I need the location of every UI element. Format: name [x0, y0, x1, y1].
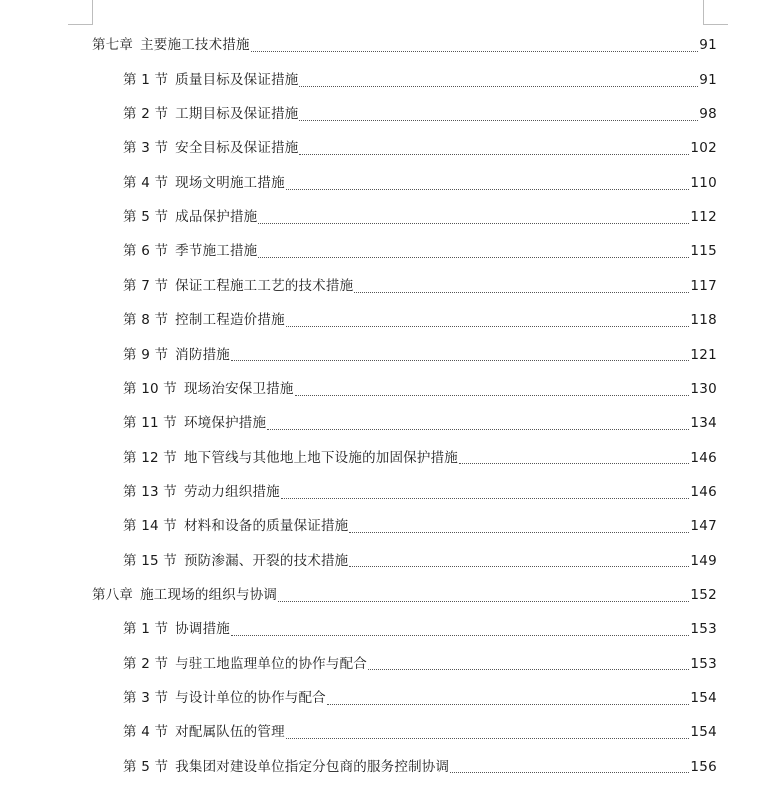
toc-entry-number: 第 1 节: [123, 71, 169, 88]
toc-entry-title: 质量目标及保证措施: [175, 71, 299, 88]
toc-entry-title: 现场治安保卫措施: [183, 380, 294, 397]
toc-entry-number: 第 9 节: [123, 346, 169, 363]
toc-entry-title: 与设计单位的协作与配合: [175, 689, 326, 706]
toc-dot-leader: [251, 50, 699, 52]
toc-entry-number: 第 6 节: [123, 243, 169, 260]
toc-entry-number: 第 12 节: [123, 449, 177, 466]
toc-page-number: 91: [699, 71, 717, 88]
toc-dot-leader: [231, 359, 689, 361]
toc-entry-label: [123, 211, 257, 225]
toc-entry-title: 保证工程施工工艺的技术措施: [175, 277, 354, 294]
toc-page-number: 154: [690, 724, 717, 741]
toc-entry-label: [123, 417, 266, 431]
toc-entry-label: [123, 483, 280, 500]
toc-entry-label: [123, 142, 298, 156]
toc-section-entry[interactable]: [0, 63, 779, 97]
toc-entry-label: [123, 174, 285, 191]
toc-page-number: 153: [690, 655, 717, 672]
toc-section-entry[interactable]: [0, 338, 779, 372]
toc-entry-label: [123, 277, 354, 294]
toc-page-number: 121: [690, 346, 717, 363]
toc-entry-title: 季节施工措施: [175, 243, 258, 260]
toc-page-number: 153: [690, 621, 717, 638]
toc-entry-number: 第 4 节: [123, 724, 169, 741]
toc-dot-leader: [258, 222, 689, 224]
toc-dot-leader: [349, 531, 689, 533]
toc-section-entry[interactable]: [0, 132, 779, 166]
toc-dot-leader: [299, 153, 689, 155]
toc-entry-label: [123, 552, 349, 569]
toc-entry-label: [123, 346, 230, 363]
toc-entry-number: 第 8 节: [123, 312, 169, 329]
toc-page-number: 102: [690, 140, 717, 157]
toc-entry-number: 第 7 节: [123, 277, 169, 294]
toc-page-number: 115: [690, 243, 717, 260]
toc-entry-number: 第 11 节: [123, 415, 177, 432]
toc-chapter-entry[interactable]: [0, 29, 779, 63]
toc-dot-leader: [299, 85, 698, 87]
toc-page-number: 147: [690, 518, 717, 535]
toc-entry-label: [123, 689, 326, 706]
crop-mark-top-left: [68, 0, 93, 25]
toc-dot-leader: [286, 325, 690, 327]
toc-entry-title: 工期目标及保证措施: [175, 106, 299, 123]
toc-dot-leader: [258, 256, 689, 258]
toc-page-number: 130: [690, 380, 717, 397]
toc-entry-label: [123, 380, 294, 397]
toc-section-entry[interactable]: [0, 235, 779, 269]
toc-page-number: 118: [690, 312, 717, 329]
toc-entry-title: 协调措施: [175, 621, 230, 638]
toc-section-entry[interactable]: [0, 98, 779, 132]
toc-section-entry[interactable]: [0, 475, 779, 509]
toc-section-entry[interactable]: [0, 716, 779, 750]
toc-entry-title: 消防措施: [175, 346, 230, 363]
toc-section-entry[interactable]: [0, 441, 779, 475]
toc-entry-number: 第 14 节: [123, 518, 177, 535]
toc-section-entry[interactable]: [0, 544, 779, 578]
toc-entry-number: 第八章: [92, 586, 134, 603]
toc-entry-title: 控制工程造价措施: [175, 312, 285, 329]
toc-section-entry[interactable]: [0, 750, 779, 784]
toc-dot-leader: [299, 119, 698, 121]
toc-dot-leader: [459, 462, 689, 464]
toc-page-number: 149: [690, 552, 717, 569]
toc-entry-number: 第 2 节: [123, 106, 169, 123]
toc-entry-title: 成品保护措施: [175, 209, 258, 226]
toc-entry-number: 第 5 节: [123, 758, 169, 775]
toc-entry-label: [123, 245, 257, 259]
toc-section-entry[interactable]: [0, 647, 779, 681]
toc-entry-title: 我集团对建设单位指定分包商的服务控制协调: [175, 758, 450, 775]
toc-page-number: 146: [690, 449, 717, 466]
toc-section-entry[interactable]: [0, 510, 779, 544]
toc-page-number: 134: [690, 415, 717, 432]
toc-dot-leader: [286, 737, 690, 739]
toc-entry-number: 第 10 节: [123, 380, 177, 397]
toc-page-number: 156: [690, 758, 717, 775]
toc-section-entry[interactable]: [0, 613, 779, 647]
toc-page-number: 91: [699, 37, 717, 54]
toc-dot-leader: [354, 291, 689, 293]
toc-page-number: 112: [690, 209, 717, 226]
toc-entry-number: 第七章: [92, 37, 134, 54]
toc-page-number: 98: [699, 106, 717, 123]
table-of-contents: [0, 29, 779, 785]
toc-entry-number: 第 15 节: [123, 552, 177, 569]
toc-entry-label: [123, 623, 230, 637]
toc-entry-title: 预防渗漏、开裂的技术措施: [183, 552, 349, 569]
toc-dot-leader: [368, 668, 689, 670]
toc-entry-title: 施工现场的组织与协调: [140, 586, 278, 603]
toc-entry-title: 安全目标及保证措施: [175, 140, 299, 157]
toc-dot-leader: [281, 497, 689, 499]
toc-entry-title: 现场文明施工措施: [175, 174, 285, 191]
toc-section-entry[interactable]: [0, 682, 779, 716]
toc-page-number: 117: [690, 277, 717, 294]
toc-dot-leader: [450, 771, 689, 773]
toc-chapter-entry[interactable]: [0, 579, 779, 613]
toc-dot-leader: [286, 188, 690, 190]
toc-entry-title: 对配属队伍的管理: [175, 724, 285, 741]
toc-section-entry[interactable]: [0, 201, 779, 235]
toc-dot-leader: [267, 428, 689, 430]
toc-entry-number: 第 2 节: [123, 655, 169, 672]
toc-entry-label: [123, 314, 285, 328]
toc-page-number: 154: [690, 689, 717, 706]
toc-section-entry[interactable]: [0, 372, 779, 406]
toc-page-number: 146: [690, 483, 717, 500]
toc-entry-label: [123, 655, 367, 672]
toc-entry-label: [123, 71, 299, 88]
toc-entry-title: 材料和设备的质量保证措施: [183, 518, 349, 535]
toc-dot-leader: [295, 394, 690, 396]
toc-entry-title: 主要施工技术措施: [140, 37, 250, 54]
toc-entry-number: 第 5 节: [123, 209, 169, 226]
toc-page-number: 110: [690, 174, 717, 191]
toc-entry-label: [92, 39, 250, 53]
toc-entry-title: 与驻工地监理单位的协作与配合: [175, 655, 367, 672]
toc-dot-leader: [327, 703, 689, 705]
toc-entry-label: [123, 758, 450, 775]
toc-entry-label: [92, 586, 278, 603]
toc-entry-title: 地下管线与其他地上地下设施的加固保护措施: [183, 449, 458, 466]
toc-entry-number: 第 1 节: [123, 621, 169, 638]
toc-dot-leader: [278, 600, 689, 602]
toc-section-entry[interactable]: [0, 269, 779, 303]
toc-entry-title: 环境保护措施: [183, 415, 267, 432]
toc-dot-leader: [349, 565, 689, 567]
toc-entry-number: 第 4 节: [123, 174, 169, 191]
toc-entry-label: [123, 726, 285, 740]
toc-dot-leader: [231, 634, 689, 636]
toc-entry-label: [123, 108, 298, 122]
toc-entry-number: 第 13 节: [123, 483, 177, 500]
toc-entry-title: 劳动力组织措施: [183, 483, 280, 500]
toc-entry-number: 第 3 节: [123, 689, 169, 706]
toc-entry-number: 第 3 节: [123, 140, 169, 157]
toc-page-number: 152: [690, 586, 717, 603]
toc-entry-label: [123, 520, 348, 534]
toc-section-entry[interactable]: [0, 304, 779, 338]
toc-section-entry[interactable]: [0, 407, 779, 441]
toc-section-entry[interactable]: [0, 166, 779, 200]
crop-mark-top-right: [703, 0, 728, 25]
toc-entry-label: [123, 449, 458, 466]
